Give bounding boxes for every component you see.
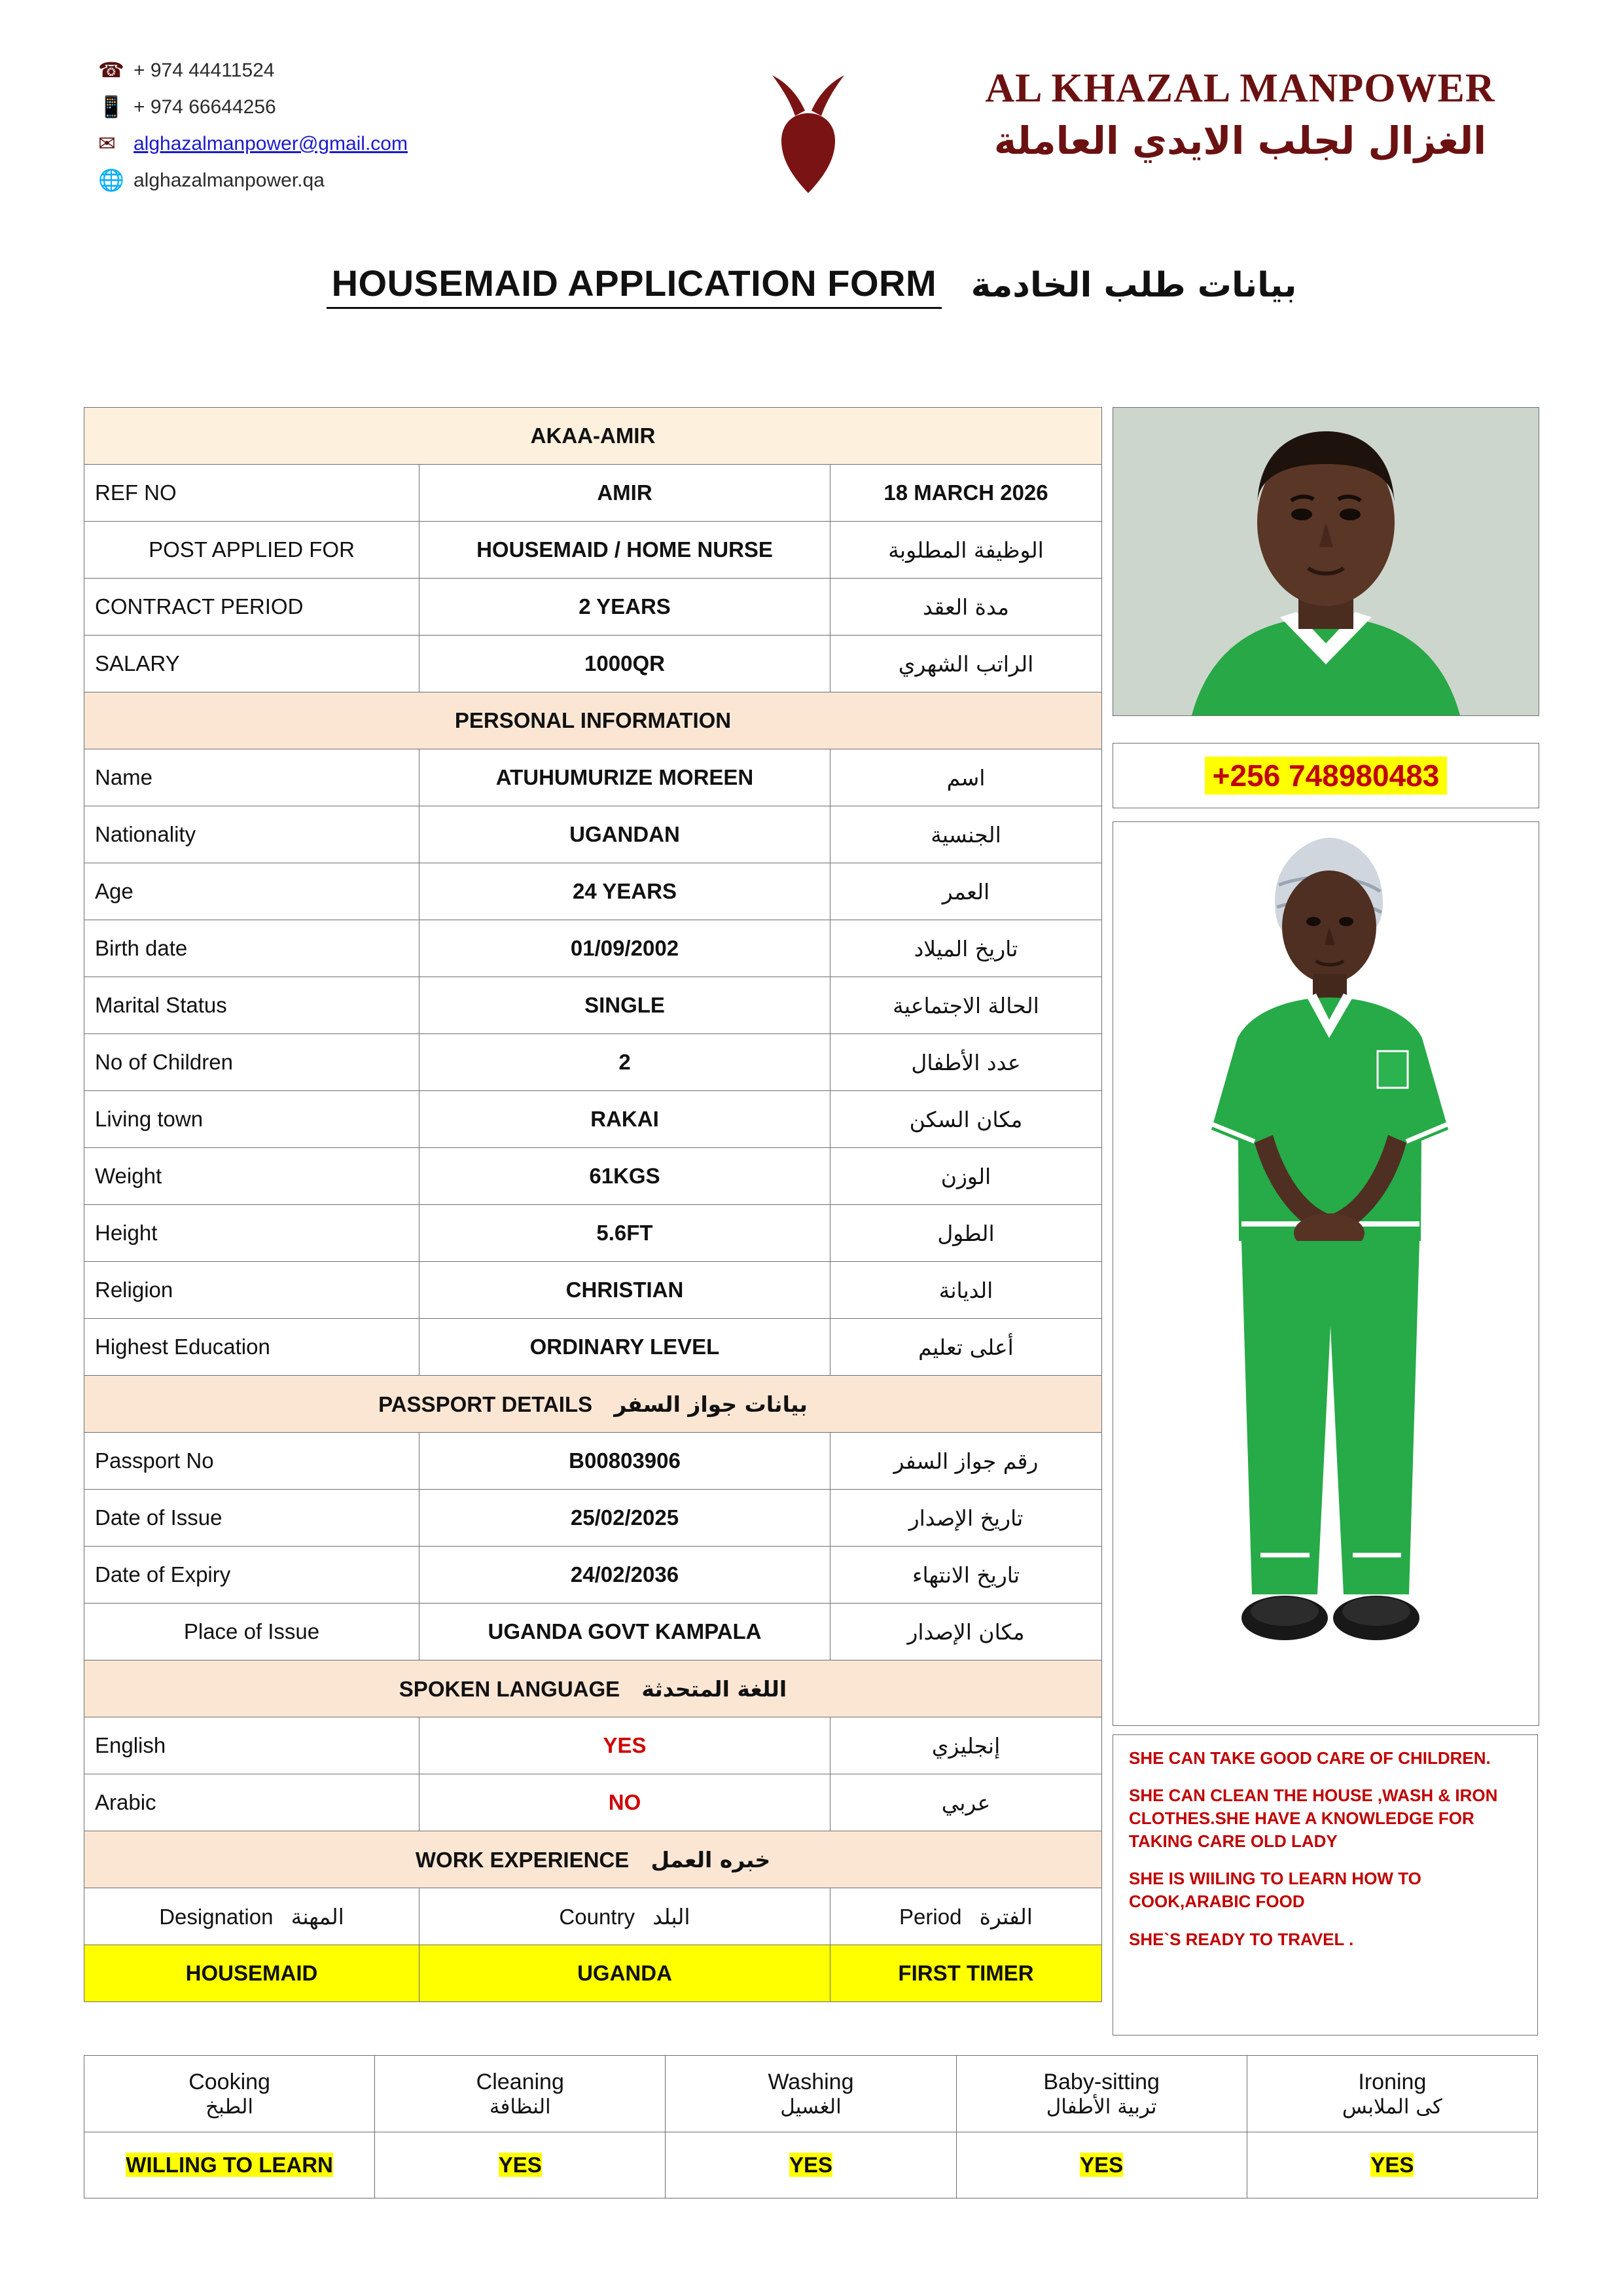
- page-title-arabic: بيانات طلب الخادمة: [971, 266, 1297, 305]
- skill-label-arabic: كى الملابس: [1342, 2094, 1442, 2119]
- field-label-arabic: الحالة الاجتماعية: [830, 977, 1102, 1034]
- table-row: [84, 1034, 1102, 1091]
- phone-1-text: + 974 44411524: [134, 59, 275, 81]
- note-line: SHE IS WIILING TO LEARN HOW TO COOK,ARABIC FOOD: [1129, 1869, 1421, 1912]
- field-value: UGANDAN: [419, 806, 830, 863]
- skill-value: YES: [1080, 2153, 1124, 2177]
- table-row: [84, 1774, 1102, 1831]
- refno-value: AMIR: [419, 465, 830, 522]
- telephone-icon: ☎: [98, 58, 124, 82]
- brand-block: [929, 65, 1551, 163]
- skill-value: YES: [498, 2153, 542, 2177]
- post-label-arabic: الوظيفة المطلوبة: [830, 522, 1102, 579]
- salary-label-arabic: الراتب الشهري: [830, 636, 1102, 692]
- email-text[interactable]: alghazalmanpower@gmail.com: [134, 132, 408, 154]
- post-value: HOUSEMAID / HOME NURSE: [419, 522, 830, 579]
- page-title: [0, 262, 1623, 309]
- field-value: NO: [419, 1774, 830, 1831]
- field-label-arabic: تاريخ الانتهاء: [830, 1547, 1102, 1604]
- post-label: POST APPLIED FOR: [84, 522, 419, 579]
- field-value: YES: [419, 1717, 830, 1774]
- field-value: 25/02/2025: [419, 1490, 830, 1547]
- field-label-arabic: مكان الإصدار: [830, 1604, 1102, 1660]
- field-label: Place of Issue: [84, 1604, 419, 1660]
- skill-label-arabic: الغسيل: [780, 2094, 842, 2119]
- field-value: SINGLE: [419, 977, 830, 1034]
- table-row: [84, 863, 1102, 920]
- brand-name-arabic: الغزال لجلب الايدي العاملة: [993, 118, 1487, 163]
- contract-label: CONTRACT PERIOD: [84, 579, 419, 636]
- skill-value: YES: [789, 2153, 832, 2177]
- period-header-english: Period: [899, 1904, 962, 1929]
- field-label-arabic: العمر: [830, 863, 1102, 920]
- field-label: Highest Education: [84, 1319, 419, 1376]
- section-personal-information: [84, 692, 1102, 749]
- table-row: [84, 1547, 1102, 1604]
- field-value: CHRISTIAN: [419, 1262, 830, 1319]
- table-row-code: [84, 408, 1102, 465]
- brand-name-english: AL KHAZAL MANPOWER: [985, 66, 1495, 111]
- envelope-icon: ✉: [98, 132, 116, 156]
- company-logo-icon: [733, 62, 883, 213]
- page-title-english: HOUSEMAID APPLICATION FORM: [327, 262, 942, 309]
- note-line: SHE CAN CLEAN THE HOUSE ,WASH & IRON CLOTHES.SHE HAVE A KNOWLEDGE FOR TAKING CARE OLD LADY: [1129, 1785, 1498, 1852]
- table-row: [84, 977, 1102, 1034]
- contact-email[interactable]: [98, 126, 687, 162]
- designation-header-english: Designation: [159, 1904, 274, 1929]
- skills-value-row: [84, 2132, 1538, 2198]
- salary-value: 1000QR: [419, 636, 830, 692]
- contact-website[interactable]: [98, 162, 687, 199]
- field-label: Age: [84, 863, 419, 920]
- section-passport-details: [84, 1376, 1102, 1433]
- field-value: UGANDA GOVT KAMPALA: [419, 1604, 830, 1660]
- contact-block: [98, 52, 687, 199]
- table-row-contract: [84, 579, 1102, 636]
- table-row: [84, 749, 1102, 806]
- applicant-code: AKAA-AMIR: [84, 408, 1102, 465]
- field-label: Date of Issue: [84, 1490, 419, 1547]
- skill-value: WILLING TO LEARN: [126, 2153, 333, 2177]
- field-label-arabic: الديانة: [830, 1262, 1102, 1319]
- applicant-face-photo: [1113, 407, 1539, 716]
- table-row: [84, 1433, 1102, 1490]
- field-value: 5.6FT: [419, 1205, 830, 1262]
- field-label: Living town: [84, 1091, 419, 1148]
- field-label: Nationality: [84, 806, 419, 863]
- globe-icon: 🌐: [98, 168, 124, 192]
- applicant-phone-number: +256 748980483: [1205, 757, 1448, 795]
- salary-label: SALARY: [84, 636, 419, 692]
- work-experience-header-row: [84, 1888, 1102, 1945]
- contact-number-box: [1113, 743, 1539, 808]
- field-value: ORDINARY LEVEL: [419, 1319, 830, 1376]
- language-heading-arabic: اللغة المتحدثة: [641, 1676, 787, 1702]
- country-header-arabic: البلد: [652, 1903, 690, 1929]
- table-row: [84, 1717, 1102, 1774]
- contact-phone-1: [98, 52, 687, 89]
- section-work-experience: [84, 1831, 1102, 1888]
- refno-date: 18 MARCH 2026: [830, 465, 1102, 522]
- field-label-arabic: مكان السكن: [830, 1091, 1102, 1148]
- contract-label-arabic: مدة العقد: [830, 579, 1102, 636]
- table-row: [84, 1091, 1102, 1148]
- field-label: Date of Expiry: [84, 1547, 419, 1604]
- field-label-arabic: اسم: [830, 749, 1102, 806]
- mobile-icon: 📱: [98, 95, 124, 119]
- skill-label-arabic: النظافة: [489, 2094, 551, 2119]
- field-label-arabic: عربي: [830, 1774, 1102, 1831]
- work-designation-value: HOUSEMAID: [84, 1945, 419, 2002]
- field-label-arabic: تاريخ الإصدار: [830, 1490, 1102, 1547]
- field-value: 61KGS: [419, 1148, 830, 1205]
- application-details-table: [84, 407, 1102, 2002]
- field-label: Weight: [84, 1148, 419, 1205]
- page-header: [0, 39, 1623, 236]
- field-label: Passport No: [84, 1433, 419, 1490]
- table-row: [84, 1148, 1102, 1205]
- contract-value: 2 YEARS: [419, 579, 830, 636]
- section-spoken-language: [84, 1660, 1102, 1717]
- designation-header-arabic: المهنة: [291, 1903, 344, 1929]
- field-label-arabic: إنجليزي: [830, 1717, 1102, 1774]
- skill-label-english: Washing: [768, 2069, 854, 2094]
- skills-notes-box: [1113, 1734, 1538, 2036]
- field-value: 24 YEARS: [419, 863, 830, 920]
- table-row: [84, 1319, 1102, 1376]
- table-row: [84, 1262, 1102, 1319]
- work-experience-row: [84, 1945, 1102, 2002]
- skill-label-english: Ironing: [1358, 2069, 1427, 2094]
- work-country-value: UGANDA: [419, 1945, 830, 2002]
- field-value: 01/09/2002: [419, 920, 830, 977]
- table-row-salary: [84, 636, 1102, 692]
- field-label-arabic: تاريخ الميلاد: [830, 920, 1102, 977]
- period-header-arabic: الفترة: [979, 1903, 1033, 1929]
- skills-header-row: [84, 2056, 1538, 2132]
- applicant-full-body-photo: [1113, 821, 1539, 1726]
- field-value: ATUHUMURIZE MOREEN: [419, 749, 830, 806]
- field-label: Birth date: [84, 920, 419, 977]
- table-row-post: [84, 522, 1102, 579]
- field-value: RAKAI: [419, 1091, 830, 1148]
- passport-heading-arabic: بيانات جواز السفر: [614, 1391, 808, 1417]
- field-label-arabic: رقم جواز السفر: [830, 1433, 1102, 1490]
- note-line: SHE`S READY TO TRAVEL .: [1129, 1929, 1354, 1949]
- field-label-arabic: عدد الأطفال: [830, 1034, 1102, 1091]
- field-label-arabic: الطول: [830, 1205, 1102, 1262]
- field-value: 24/02/2036: [419, 1547, 830, 1604]
- country-header-english: Country: [559, 1904, 635, 1929]
- skill-label-english: Cleaning: [476, 2069, 564, 2094]
- field-label: Name: [84, 749, 419, 806]
- table-row-refno: [84, 465, 1102, 522]
- work-heading-arabic: خبره العمل: [651, 1846, 771, 1873]
- skills-table: [84, 2055, 1538, 2198]
- skill-label-arabic: الطبخ: [205, 2094, 254, 2119]
- table-row: [84, 1604, 1102, 1660]
- work-heading-english: WORK EXPERIENCE: [415, 1847, 630, 1872]
- field-value: B00803906: [419, 1433, 830, 1490]
- table-row: [84, 806, 1102, 863]
- work-period-value: FIRST TIMER: [830, 1945, 1102, 2002]
- refno-label: REF NO: [84, 465, 419, 522]
- field-label: Marital Status: [84, 977, 419, 1034]
- phone-2-text: + 974 66644256: [134, 96, 276, 118]
- field-value: 2: [419, 1034, 830, 1091]
- personal-information-heading: PERSONAL INFORMATION: [84, 692, 1102, 749]
- passport-heading-english: PASSPORT DETAILS: [378, 1391, 593, 1416]
- field-label: No of Children: [84, 1034, 419, 1091]
- website-text[interactable]: alghazalmanpower.qa: [134, 169, 325, 191]
- field-label: Religion: [84, 1262, 419, 1319]
- table-row: [84, 920, 1102, 977]
- field-label: English: [84, 1717, 419, 1774]
- table-row: [84, 1205, 1102, 1262]
- language-heading-english: SPOKEN LANGUAGE: [399, 1676, 620, 1701]
- field-label: Height: [84, 1205, 419, 1262]
- field-label: Arabic: [84, 1774, 419, 1831]
- field-label-arabic: الوزن: [830, 1148, 1102, 1205]
- contact-phone-2: [98, 89, 687, 126]
- field-label-arabic: الجنسية: [830, 806, 1102, 863]
- skill-label-english: Baby-sitting: [1043, 2069, 1160, 2094]
- skill-label-english: Cooking: [188, 2069, 270, 2094]
- note-line: SHE CAN TAKE GOOD CARE OF CHILDREN.: [1129, 1748, 1491, 1768]
- field-label-arabic: أعلى تعليم: [830, 1319, 1102, 1376]
- table-row: [84, 1490, 1102, 1547]
- skill-label-arabic: تربية الأطفال: [1046, 2094, 1157, 2119]
- skill-value: YES: [1370, 2153, 1414, 2177]
